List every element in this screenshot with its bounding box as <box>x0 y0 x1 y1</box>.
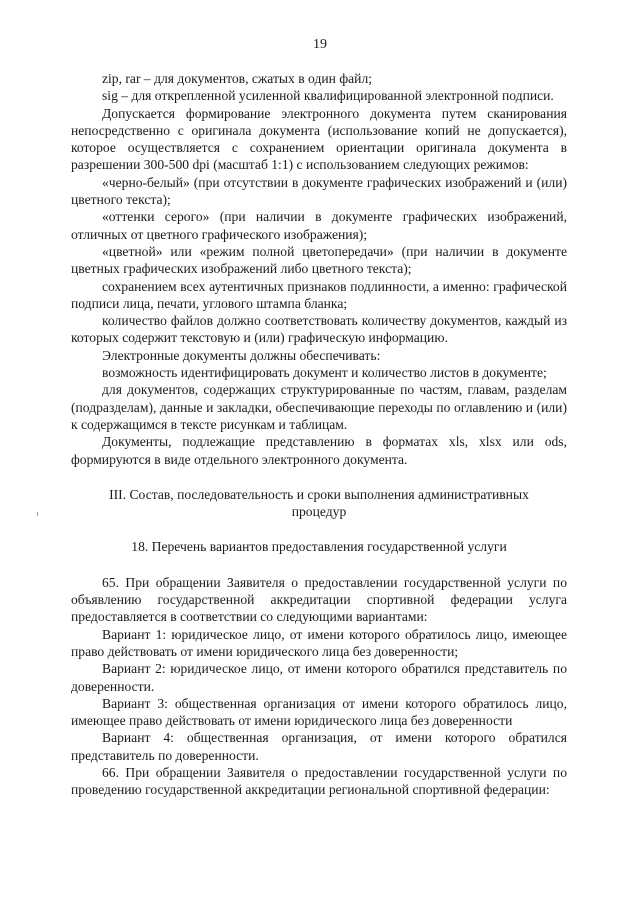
margin-mark <box>37 512 38 516</box>
paragraph-mode-grayscale: «оттенки серого» (при наличии в документе графических изображений, отличных от цветного графического изображения); <box>71 209 567 242</box>
paragraph-identify-document: возможность идентифицировать документ и количество листов в документе; <box>102 365 547 381</box>
paragraph-spreadsheet-formats: Документы, подлежащие представлению в форматах xls, xlsx или ods, формируются в виде отдельного электронного документа. <box>71 434 567 467</box>
paragraph-file-count: количество файлов должно соответствовать количеству документов, каждый из которых содержит текстовую и (или) графическую информацию. <box>71 313 567 346</box>
spacer <box>71 556 567 574</box>
section-heading: III. Состав, последовательность и сроки выполнения административных процедур <box>109 486 529 520</box>
document-body <box>71 70 567 799</box>
paragraph-authenticity: сохранением всех аутентичных признаков подлинности, а именно: графической подписи лица, печати, углового штампа бланка; <box>71 278 567 311</box>
paragraph-file-format-zip: zip, rar – для документов, сжатых в один файл; <box>102 71 373 86</box>
paragraph-variant-2: Вариант 2: юридическое лицо, от имени которого обратился представитель по доверенности. <box>71 661 567 694</box>
paragraph-requirements-intro: Электронные документы должны обеспечивать: <box>102 347 381 363</box>
paragraph-item-66: 66. При обращении Заявителя о предоставлении государственной услуги по проведению государственной аккредитации региональной спортивной федерации: <box>71 764 567 798</box>
paragraph-mode-color: «цветной» или «режим полной цветопередачи» (при наличии в документе цветных графических изображений либо цветного текста); <box>71 243 567 277</box>
paragraph-variant-1: Вариант 1: юридическое лицо, от имени которого обратилось лицо, имеющее право действовать от имени юридического лица без доверенности; <box>71 626 567 659</box>
page-number: 19 <box>313 37 327 52</box>
spacer <box>71 520 567 538</box>
paragraph-file-format-sig: sig – для открепленной усиленной квалифицированной электронной подписи. <box>102 88 554 104</box>
paragraph-mode-black-white: «черно-белый» (при отсутствии в документе графических изображений и (или) цветного текста); <box>71 174 567 208</box>
paragraph-item-65: 65. При обращении Заявителя о предоставлении государственной услуги по объявлению государственной аккредитации спортивной федерации услуга предоставляется в соответствии со следующими вариантами: <box>71 574 567 625</box>
paragraph-structured-documents: для документов, содержащих структурированные по частям, главам, разделам (подразделам), данные и закладки, обеспечивающие переходы по оглавлению и (или) к содержащимся в тексте рисункам и таблицам. <box>71 382 567 432</box>
subsection-heading: 18. Перечень вариантов предоставления государственной услуги <box>131 539 507 555</box>
paragraph-scanning: Допускается формирование электронного документа путем сканирования непосредственно с оригинала документа (использование копий не допускается), которое осуществляется с сохранением ориентации оригинала документа в разрешении 300-500 dpi (масштаб 1:1) с использованием следующих режимов: <box>71 105 567 173</box>
spacer <box>71 468 567 486</box>
paragraph-variant-3: Вариант 3: общественная организация от имени которого обратилось лицо, имеющее право действовать от имени юридического лица без доверенности <box>71 695 567 729</box>
paragraph-variant-4: Вариант 4: общественная организация, от имени которого обратился представитель по доверенности. <box>71 730 567 763</box>
